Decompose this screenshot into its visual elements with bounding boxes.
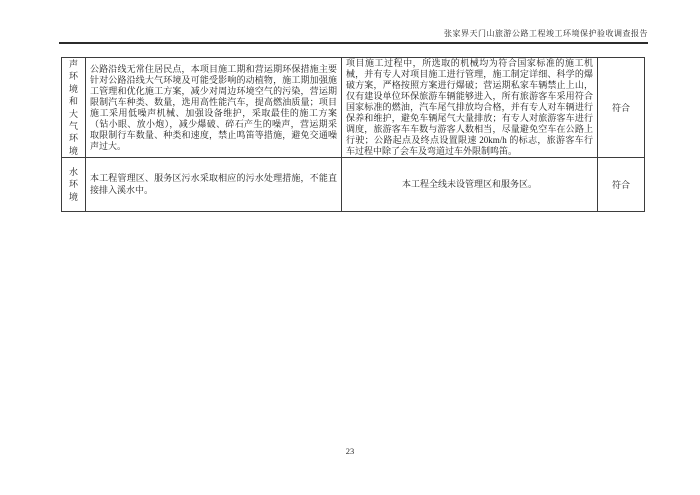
implementation-cell	[342, 58, 598, 157]
report-header-title: 张家界天门山旅游公路工程竣工环境保护验收调查报告	[444, 29, 648, 38]
measures-cell	[86, 58, 342, 157]
implementation-text: 项目施工过程中，所选取的机械均为符合国家标准的施工机械，并有专人对项目施工进行管理，施工制定详细、科学的爆破方案，严格按照方案进行爆破；营运期私家车辆禁止上山，仅有建设单位环保旅游车辆能够进入，所有旅游客车采用符合国家标准的燃油，汽车尾气排放均合格，并有专人对车辆进行保养和维护，避免车辆尾气大量排放；有专人对旅游客车进行调度，旅游客车车数与游客人数相当，尽量避免空车在公路上行驶；公路起点及终点设置限速 20km/h 的标志，旅游客车行车过程中除了会车及弯道过车外限制鸣笛。	[346, 58, 593, 156]
report-header	[59, 28, 648, 44]
conclusion-text: 符合	[611, 103, 630, 113]
acceptance-measures-table	[61, 57, 645, 212]
table-row	[62, 58, 644, 158]
measures-text: 公路沿线无常住居民点，本项目施工期和营运期环保措施主要针对公路沿线大气环境及可能受影响的动植物，施工期加强施工管理和优化施工方案，减少对周边环境空气的污染，营运期限制汽车种类、数量，选用高性能汽车，提高燃油质量；项目施工采用低噪声机械、加强设备维护，采取最佳的施工方案（钻小眼、放小炮），减少爆破、碎石产生的噪声，营运期采取限制行车数量、种类和速度，禁止鸣笛等措施，避免交通噪声过大。	[90, 63, 337, 151]
implementation-text: 本工程全线未设管理区和服务区。	[401, 178, 537, 189]
category-cell	[62, 58, 86, 157]
implementation-cell	[342, 158, 598, 211]
category-cell	[62, 158, 86, 211]
page-number: 23	[345, 446, 355, 456]
conclusion-cell	[598, 58, 644, 157]
conclusion-cell	[598, 158, 644, 211]
category-label-water: 水环境	[68, 166, 78, 202]
table-row	[62, 158, 644, 211]
measures-cell	[86, 158, 342, 211]
conclusion-text: 符合	[611, 180, 630, 190]
measures-text: 本工程管理区、服务区污水采取相应的污水处理措施，不能直接排入溪水中。	[90, 172, 337, 195]
category-label-noise-air: 声环境和大气环境	[68, 58, 78, 156]
